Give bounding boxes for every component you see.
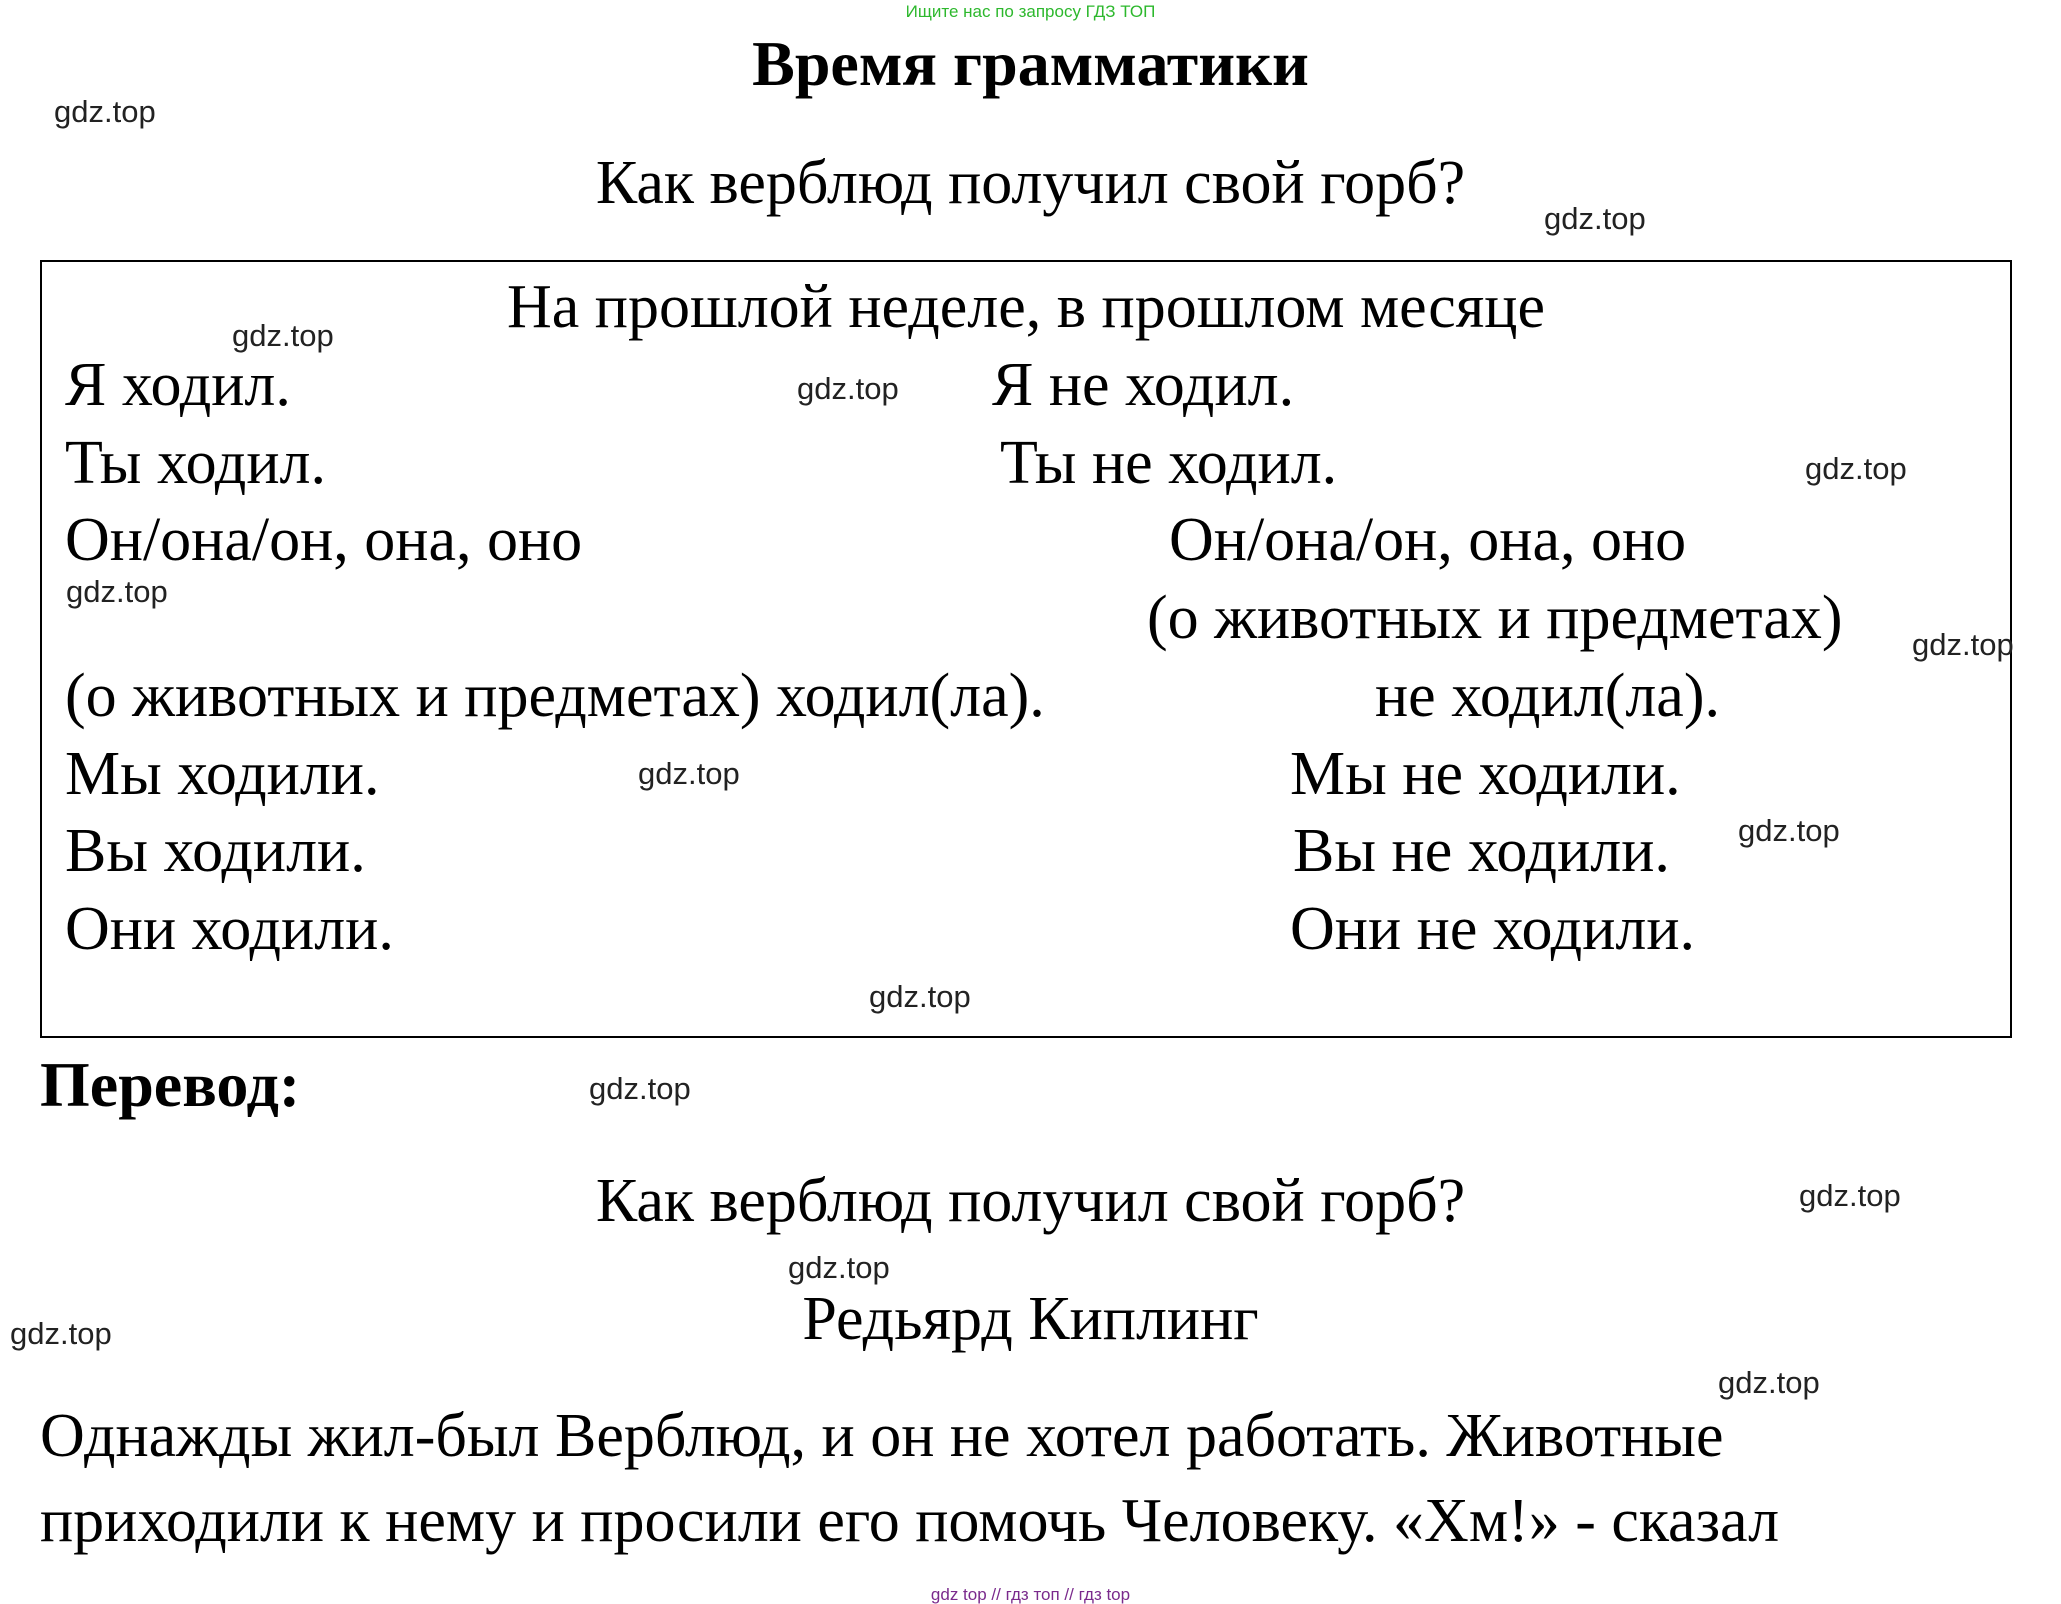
story-subtitle: Как верблюд получил свой горб?	[595, 149, 1466, 217]
right-line-5: не ходил(ла).	[1375, 662, 1720, 730]
top-banner[interactable]: Ищите нас по запросу ГДЗ ТОП	[905, 2, 1156, 21]
left-line-4: (о животных и предметах) ходил(ла).	[65, 662, 1045, 730]
translation-story-title: Как верблюд получил свой горб?	[595, 1167, 1466, 1235]
translation-heading: Перевод:	[40, 1049, 301, 1120]
paragraph-line-2: приходили к нему и просили его помочь Человеку. «Хм!» - сказал	[40, 1487, 1780, 1555]
box-header: На прошлой неделе, в прошлом месяце	[507, 273, 1545, 341]
left-line-7: Они ходили.	[65, 895, 394, 963]
watermark: gdz.top	[54, 94, 156, 129]
left-line-3: Он/она/он, она, оно	[65, 506, 583, 574]
right-line-3: Он/она/он, она, оно	[1169, 506, 1687, 574]
footer-links[interactable]: gdz top // гдз топ // гдз top	[930, 1585, 1131, 1604]
watermark: gdz.top	[638, 756, 740, 791]
watermark: gdz.top	[66, 574, 168, 609]
watermark: gdz.top	[10, 1316, 112, 1351]
left-line-5: Мы ходили.	[65, 740, 380, 808]
left-line-2: Ты ходил.	[65, 429, 326, 497]
watermark: gdz.top	[797, 371, 899, 406]
right-line-2: Ты не ходил.	[1000, 429, 1338, 497]
watermark: gdz.top	[788, 1250, 890, 1285]
watermark: gdz.top	[1805, 451, 1907, 486]
watermark: gdz.top	[1718, 1365, 1820, 1400]
right-line-7: Вы не ходили.	[1293, 817, 1670, 885]
watermark: gdz.top	[589, 1071, 691, 1106]
watermark: gdz.top	[1738, 813, 1840, 848]
paragraph-line-1: Однажды жил-был Верблюд, и он не хотел работать. Животные	[40, 1402, 1724, 1470]
right-line-4: (о животных и предметах)	[1147, 584, 1843, 652]
left-line-6: Вы ходили.	[65, 817, 366, 885]
right-line-8: Они не ходили.	[1290, 895, 1696, 963]
left-line-1: Я ходил.	[65, 351, 291, 419]
watermark: gdz.top	[1799, 1178, 1901, 1213]
watermark: gdz.top	[232, 318, 334, 353]
translation-author: Редьярд Киплинг	[802, 1285, 1259, 1353]
page-title: Время грамматики	[752, 28, 1309, 99]
right-line-1: Я не ходил.	[992, 351, 1295, 419]
watermark: gdz.top	[1912, 627, 2014, 662]
watermark: gdz.top	[869, 979, 971, 1014]
grammar-table-box	[40, 260, 2012, 1038]
watermark: gdz.top	[1544, 201, 1646, 236]
right-line-6: Мы не ходили.	[1290, 740, 1681, 808]
